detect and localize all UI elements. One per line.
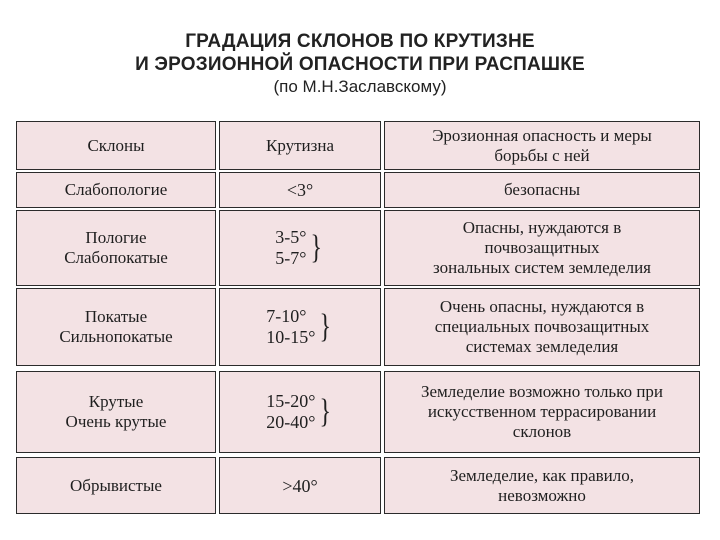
steepness-cell — [219, 210, 381, 286]
slope-name: Слабопокатые — [64, 248, 168, 267]
danger-text: Земледелие возможно только при — [420, 382, 664, 401]
header-slopes-label: Склоны — [87, 135, 145, 155]
danger-cell — [384, 371, 700, 453]
slope-name: Сильнопокатые — [59, 327, 173, 346]
table-row — [16, 288, 700, 366]
brace-icon: } — [310, 229, 323, 266]
steepness-value: <3° — [286, 180, 314, 200]
steepness-group — [266, 306, 334, 348]
table-row — [16, 210, 700, 286]
header-danger-label-line-2: борьбы с ней — [494, 145, 590, 165]
danger-text: почвозащитных — [484, 238, 600, 257]
slope-cell — [16, 172, 216, 208]
header-cell-steepness — [219, 121, 381, 170]
steepness-cell — [219, 172, 381, 208]
page-subtitle: (по М.Н.Заславскому) — [273, 77, 447, 96]
header-cell-danger — [384, 121, 700, 170]
danger-cell — [384, 172, 700, 208]
table-row — [16, 457, 700, 514]
danger-text: безопасны — [503, 180, 580, 199]
slope-name: Пологие — [85, 228, 147, 247]
danger-text: склонов — [512, 422, 572, 441]
slope-name: Слабопологие — [64, 180, 168, 199]
danger-cell — [384, 288, 700, 366]
steepness-value: 7-10° — [266, 306, 307, 326]
table-header-row — [16, 121, 700, 170]
title-block — [0, 30, 720, 97]
slope-cell — [16, 210, 216, 286]
slope-name: Покатые — [84, 307, 148, 326]
header-danger-label-line-1: Эрозионная опасность и меры — [432, 125, 652, 145]
header-steepness-label: Крутизна — [266, 135, 334, 155]
brace-icon: } — [319, 308, 332, 345]
steepness-group — [266, 391, 334, 433]
danger-cell — [384, 457, 700, 514]
danger-cell — [384, 210, 700, 286]
table-row — [16, 172, 700, 208]
table-row — [16, 371, 700, 453]
danger-text: Земледелие, как правило, — [449, 465, 634, 485]
steepness-value: 15-20° — [266, 391, 316, 411]
slope-cell — [16, 288, 216, 366]
slope-name: Крутые — [88, 392, 144, 411]
slope-cell — [16, 457, 216, 514]
steepness-value: 20-40° — [266, 412, 316, 432]
page-title-line-1: ГРАДАЦИЯ СКЛОНОВ ПО КРУТИЗНЕ — [185, 31, 535, 52]
steepness-value: 10-15° — [266, 327, 316, 347]
danger-text: Очень опасны, нуждаются в — [439, 297, 645, 316]
slope-cell — [16, 371, 216, 453]
danger-text: специальных почвозащитных — [434, 317, 650, 336]
danger-text: системах земледелия — [465, 337, 619, 356]
steepness-cell — [219, 457, 381, 514]
steepness-cell — [219, 288, 381, 366]
steepness-cell — [219, 371, 381, 453]
danger-text: искусственном террасировании — [427, 402, 657, 421]
danger-text: зональных систем земледелия — [432, 258, 651, 277]
steepness-value: 3-5° — [275, 227, 307, 247]
slope-name: Очень крутые — [65, 412, 167, 431]
danger-text: Опасны, нуждаются в — [462, 218, 622, 237]
header-cell-slopes — [16, 121, 216, 170]
brace-icon: } — [319, 393, 332, 430]
steepness-value: 5-7° — [275, 248, 307, 268]
danger-text: невозможно — [498, 485, 586, 505]
page-title-line-2: И ЭРОЗИОННОЙ ОПАСНОСТИ ПРИ РАСПАШКЕ — [135, 54, 585, 75]
steepness-group — [275, 227, 325, 269]
slope-name: Обрывистые — [70, 475, 162, 495]
steepness-value: >40° — [282, 475, 318, 496]
